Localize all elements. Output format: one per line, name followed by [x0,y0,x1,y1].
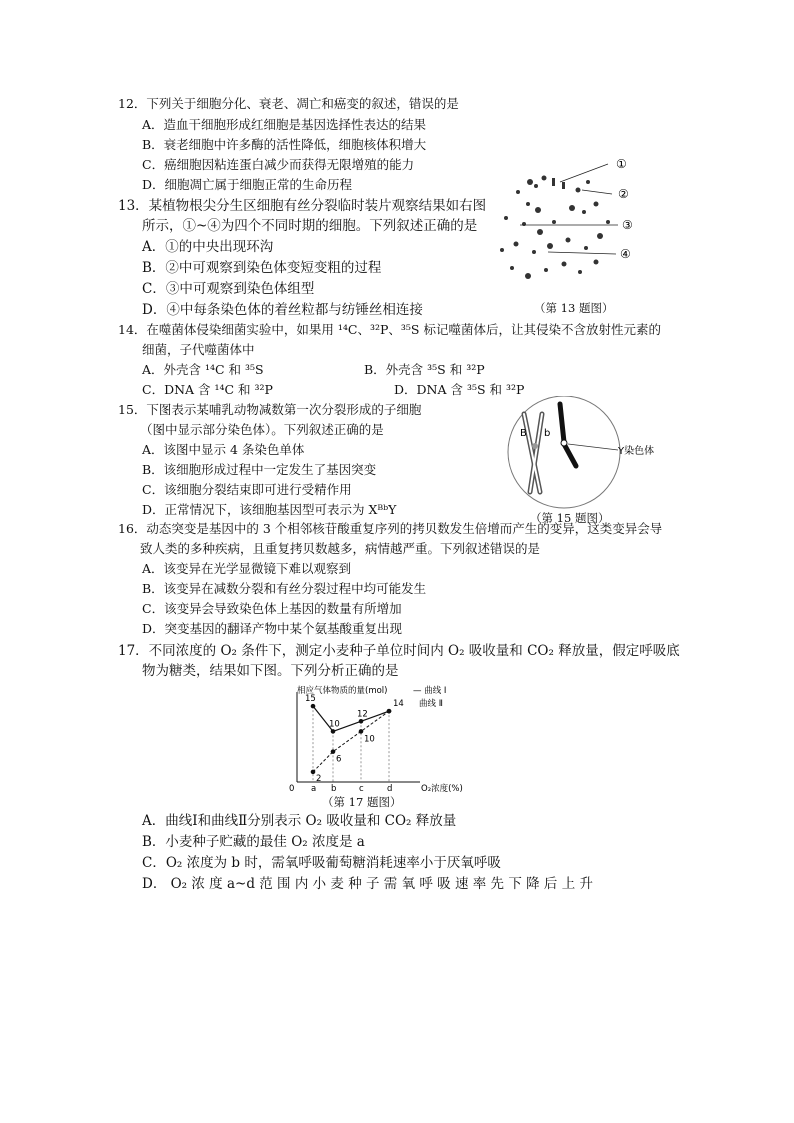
q14-stem-1: 14．在噬菌体侵染细菌实验中，如果用 ¹⁴C、³²P、³⁵S 标记噬菌体后，让其侵染不含放射性元素的 [118,322,661,337]
q16-option-d: D．突变基因的翻译产物中某个氨基酸重复出现 [142,621,403,636]
q15-label-b-lower: b [544,428,551,439]
q17-stem-1: 17．不同浓度的 O₂ 条件下，测定小麦种子单位时间内 O₂ 吸收量和 CO₂ 释放量，假定呼吸底 [118,643,680,659]
q17-stem-2: 物为糖类，结果如下图。下列分析正确的是 [142,663,399,679]
q13-option-b: B．②中可观察到染色体变短变粗的过程 [142,260,382,276]
q16-option-a: A．该变异在光学显微镜下难以观察到 [142,561,352,576]
chart-x-tick-label-d: d [387,784,393,794]
q13-label-4: ④ [620,247,631,261]
chart-series-1-point-c [359,719,364,724]
chart-series-2-label-b: 6 [336,754,342,765]
q13-stem-1: 13．某植物根尖分生区细胞有丝分裂临时装片观察结果如右图 [118,198,487,214]
q13-label-2: ② [618,187,629,201]
q12-option-b: B．衰老细胞中许多酶的活性降低，细胞核体积增大 [142,137,427,152]
chart-series-2-point-b [331,749,336,754]
chart-origin-label: 0 [289,784,295,794]
q17-option-c: C．O₂ 浓度为 b 时，需氧呼吸葡萄糖消耗速率小于厌氧呼吸 [142,855,501,871]
q14-stem-2: 细菌，子代噬菌体中 [142,342,255,357]
chart-series-1-label-c: 12 [357,709,368,720]
q16-option-b: B．该变异在减数分裂和有丝分裂过程中均可能发生 [142,581,427,596]
q13-option-c: C．③中可观察到染色体组型 [142,281,315,297]
q16-stem-2: 致人类的多种疾病，且重复拷贝数越多，病情越严重。下列叙述错误的是 [140,541,541,556]
q17-option-a: A．曲线Ⅰ和曲线Ⅱ分别表示 O₂ 吸收量和 CO₂ 释放量 [142,813,457,829]
q17-option-b: B．小麦种子贮藏的最佳 O₂ 浓度是 a [142,834,365,850]
q12-option-a: A．造血干细胞形成红细胞是基因选择性表达的结果 [142,117,427,132]
chart-series-2-point-c [359,729,364,734]
chart-series-1-label-b: 10 [329,719,340,730]
chart-series-2-label-c: 10 [364,734,375,745]
q12-stem: 12．下列关于细胞分化、衰老、凋亡和癌变的叙述，错误的是 [118,96,459,111]
chart-series-2-label-a: 2 [316,773,322,784]
q14-option-d: D．DNA 含 ³⁵S 和 ³²P [394,382,525,397]
q13-option-a: A．①的中央出现环沟 [142,239,274,255]
chart-x-tick-label-c: c [359,784,364,794]
q16-option-c: C．该变异会导致染色体上基因的数量有所增加 [142,601,402,616]
q13-label-1: ① [616,157,627,171]
chart-series-1-line [313,706,389,731]
q15-option-c: C．该细胞分裂结束即可进行受精作用 [142,482,352,497]
chart-series-1-point-b [331,729,336,734]
chart-series-1-label-a: 15 [305,694,316,705]
q15-stem-1: 15．下图表示某哺乳动物减数第一次分裂形成的子细胞 [118,402,422,417]
q15-option-b: B．该细胞形成过程中一定发生了基因突变 [142,462,377,477]
q15-option-d: D．正常情况下，该细胞基因型可表示为 XᴮᵇY [142,502,397,517]
chart-x-axis-label: O₂浓度(%) [421,784,463,794]
q15-label-y-chromosome: Y染色体 [618,446,655,457]
q13-label-3: ③ [622,218,633,232]
q17-option-d: D． O₂ 浓 度 a~d 范 围 内 小 麦 种 子 需 氧 呼 吸 速 率 先 下 降 后 上 升 [142,876,594,892]
chart-x-tick-label-b: b [331,784,337,794]
chart-series-2-point-a [311,770,316,775]
q15-label-b-upper: B [520,428,527,439]
chart-series-1-point-a [311,704,316,709]
q16-stem-1: 16．动态突变是基因中的 3 个相邻核苷酸重复序列的拷贝数发生倍增而产生的变异，这类变异会导 [118,521,663,536]
q15-stem-2: （图中显示部分染色体）。下列叙述正确的是 [140,422,384,437]
chart-legend-curve-2: 曲线 Ⅱ [419,699,443,709]
q14-option-b: B．外壳含 ³⁵S 和 ³²P [364,362,485,377]
q12-option-c: C．癌细胞因粘连蛋白减少而获得无限增殖的能力 [142,157,415,172]
chart-legend-curve-1: — 曲线 Ⅰ [413,686,447,696]
chart-x-tick-label-a: a [311,784,317,794]
chart-series-1-label-d: 14 [393,699,404,710]
q15-caption: （第 15 题图） [530,511,610,525]
q15-option-a: A．该图中显示 4 条染色单体 [142,442,305,457]
q14-option-a: A．外壳含 ¹⁴C 和 ³⁵S [142,362,264,377]
q13-micrograph-figure [488,152,668,302]
q13-caption: （第 13 题图） [534,301,614,315]
q13-stem-2: 所示，①~④为四个不同时期的细胞。下列叙述正确的是 [142,218,478,234]
q15-cell-figure [500,396,670,520]
q17-chart [285,682,485,794]
chart-series-2-point-d [387,709,392,714]
chart-y-axis-label: 相应气体物质的量(mol) [297,686,388,696]
q13-option-d: D．④中每条染色体的着丝粒都与纺锤丝相连接 [142,302,423,318]
q12-option-d: D．细胞凋亡属于细胞正常的生命历程 [142,177,353,192]
q14-option-c: C．DNA 含 ¹⁴C 和 ³²P [142,382,273,397]
q17-caption: （第 17 题图） [322,795,402,809]
